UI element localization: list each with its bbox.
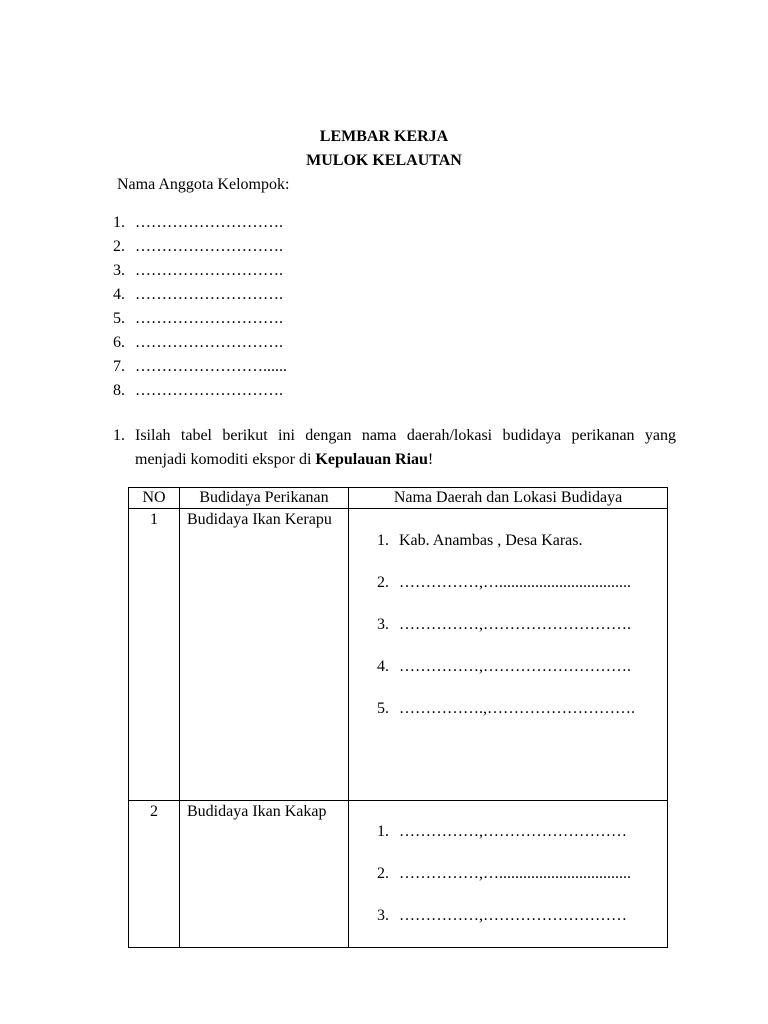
aquaculture-table [128, 487, 668, 948]
location-number: 2. [377, 865, 389, 882]
group-member-list [113, 211, 287, 403]
location-item [349, 863, 667, 905]
location-number: 5. [377, 700, 389, 717]
location-text: …………….,………………………. [399, 700, 635, 717]
member-blank: ……………………...... [135, 358, 287, 375]
location-item [349, 530, 667, 572]
row-locations [349, 509, 668, 801]
instruction-number: 1. [113, 427, 125, 444]
location-item [349, 698, 667, 740]
location-number: 3. [377, 907, 389, 924]
member-item [113, 307, 287, 331]
table-row [129, 801, 668, 948]
location-item [349, 614, 667, 656]
location-text: ……………,………………………. [399, 616, 631, 633]
location-number: 1. [377, 823, 389, 840]
location-item [349, 905, 667, 947]
location-text: Kab. Anambas , Desa Karas. [399, 532, 583, 549]
table-header-row [129, 488, 668, 509]
row-number: 2 [129, 801, 180, 948]
member-item [113, 235, 287, 259]
member-blank: ………………………. [135, 214, 283, 231]
location-item [349, 572, 667, 614]
location-text: ……………,…................................. [399, 865, 631, 882]
header-location: Nama Daerah dan Lokasi Budidaya [349, 488, 668, 509]
location-number: 3. [377, 616, 389, 633]
member-blank: ………………………. [135, 238, 283, 255]
location-list [349, 801, 667, 947]
header-no: NO [129, 488, 180, 509]
member-number: 4. [113, 286, 125, 303]
member-number: 6. [113, 334, 125, 351]
member-blank: ………………………. [135, 286, 283, 303]
member-blank: ………………………. [135, 334, 283, 351]
instruction-line-2-prefix: menjadi komoditi ekspor di [135, 451, 316, 468]
member-number: 8. [113, 382, 125, 399]
member-item [113, 259, 287, 283]
header-budidaya: Budidaya Perikanan [180, 488, 349, 509]
instruction-line-1: Isilah tabel berikut ini dengan nama daerah/lokasi budidaya perikanan yang [135, 427, 676, 444]
member-item [113, 283, 287, 307]
table-row [129, 509, 668, 801]
member-number: 7. [113, 358, 125, 375]
worksheet-title: LEMBAR KERJA [319, 128, 449, 145]
row-budidaya: Budidaya Ikan Kerapu [180, 509, 349, 801]
location-item [349, 656, 667, 698]
member-number: 3. [113, 262, 125, 279]
location-text: ……………,…................................. [399, 574, 631, 591]
row-number: 1 [129, 509, 180, 801]
row-budidaya: Budidaya Ikan Kakap [180, 801, 349, 948]
location-text: ……………,………………………. [399, 658, 631, 675]
member-item [113, 379, 287, 403]
location-item [349, 821, 667, 863]
instruction-line-2 [135, 451, 433, 468]
group-members-label: Nama Anggota Kelompok: [117, 176, 290, 193]
instruction-text [135, 424, 676, 472]
member-item [113, 355, 287, 379]
member-blank: ………………………. [135, 262, 283, 279]
member-number: 5. [113, 310, 125, 327]
location-list [349, 509, 667, 740]
member-number: 1. [113, 214, 125, 231]
location-number: 1. [377, 532, 389, 549]
member-item [113, 211, 287, 235]
instruction-line-2-suffix: ! [427, 451, 434, 468]
member-number: 2. [113, 238, 125, 255]
member-blank: ………………………. [135, 382, 283, 399]
location-number: 4. [377, 658, 389, 675]
location-number: 2. [377, 574, 389, 591]
worksheet-subtitle: MULOK KELAUTAN [306, 152, 462, 169]
row-locations [349, 801, 668, 948]
location-text: ……………,……………………… [399, 823, 627, 840]
location-text: ……………,……………………… [399, 907, 627, 924]
member-item [113, 331, 287, 355]
member-blank: ………………………. [135, 310, 283, 327]
instruction-emphasis: Kepulauan Riau [315, 451, 428, 468]
